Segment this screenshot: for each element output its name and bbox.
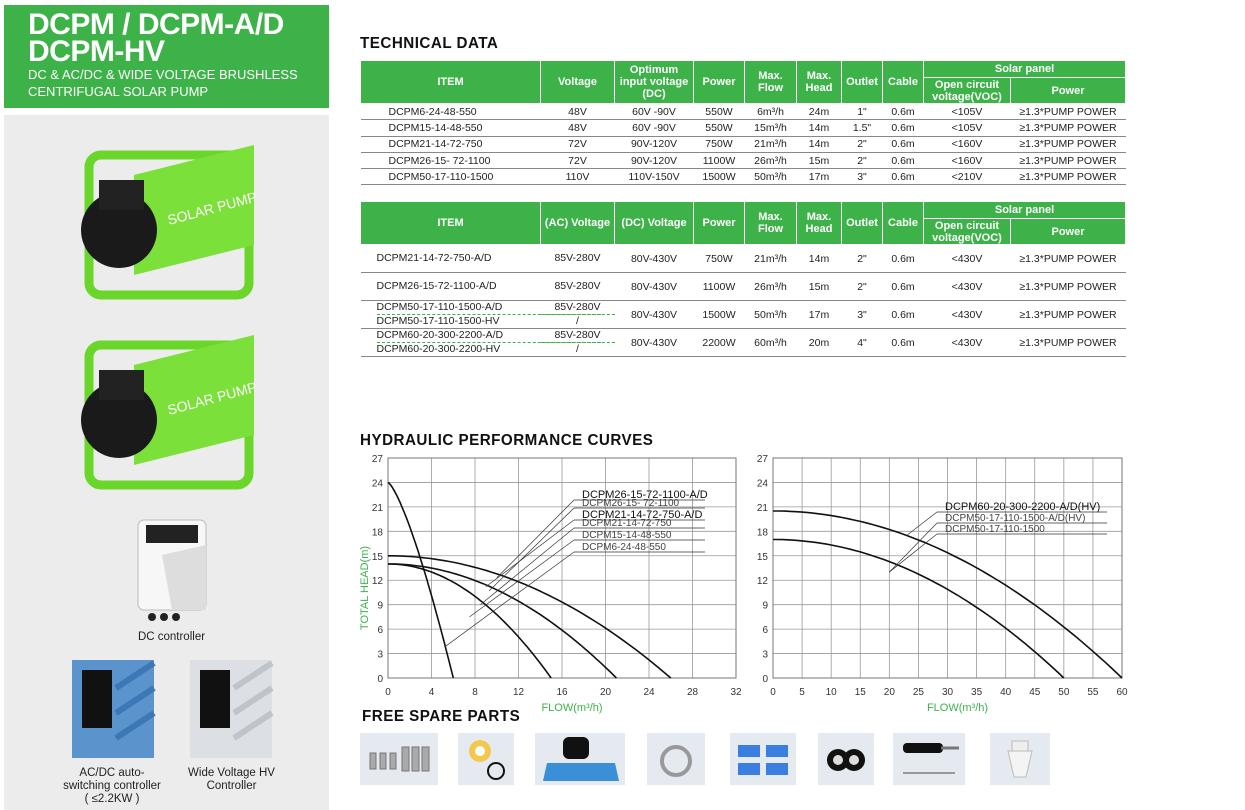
table-row [361,169,1126,185]
table-cell: 17m [797,169,842,185]
table-subcell: DCPM60-20-300-2200-A/D [376,329,504,341]
col-max-flow: Max. Flow [745,61,797,104]
table-cell-flow: 50m³/h [745,301,797,329]
dc-controller-image [132,515,212,625]
caption-line: ( ≤2.2KW ) [84,793,140,805]
table-cell: 750W [694,136,745,152]
leader-line [470,540,574,617]
col-outlet: Outlet [842,202,883,245]
table-cell: DCPM6-24-48-550 [361,104,541,120]
spare-part-foot-valve [990,733,1050,785]
table-cell: 550W [694,120,745,136]
table-subcell: / [541,314,615,328]
table-cell: DCPM21-14-72-750 [361,136,541,152]
hv-controller-image [184,658,276,760]
table-subcell: DCPM50-17-110-1500-HV [377,314,601,328]
x-tick-label: 20 [883,687,895,698]
table-cell: ≥1.3*PUMP POWER [1011,136,1126,152]
table-cell: 72V [541,152,615,168]
table-row [361,245,1126,273]
table-cell: 550W [694,104,745,120]
y-tick-label: 9 [377,600,383,612]
x-axis-label: FLOW(m³/h) [541,702,603,714]
title-line-2: DCPM-HV [28,35,165,68]
col-optimum-voltage: Optimum input voltage (DC) [615,61,694,104]
col-ac-voltage: (AC) Voltage [541,202,615,245]
spare-part-hose-clamp [647,733,705,785]
col-max-flow: Max. Flow [745,202,797,245]
curve-label: DCPM15-14-48-550 [582,530,672,541]
table-cell-cable: 0.6m [883,329,924,357]
col-panel-power: Power [1011,219,1126,245]
table-cell: ≥1.3*PUMP POWER [1011,169,1126,185]
leader-line [907,512,937,535]
x-tick-label: 8 [472,687,478,698]
curve-DCPM15-14-48-550 [388,564,551,678]
table-cell: DCPM50-17-110-1500 [361,169,541,185]
x-tick-label: 55 [1087,687,1099,698]
y-tick-label: 18 [371,527,383,539]
y-tick-label: 21 [371,502,383,514]
table-cell-power: 750W [694,245,745,273]
spare-part-tape-and-ring [458,733,514,785]
table-cell-item [361,329,541,357]
col-max-head: Max. Head [797,202,842,245]
col-panel-power: Power [1011,78,1126,104]
table-cell: 110V-150V [615,169,694,185]
table-row [361,136,1126,152]
table-cell: 3" [842,169,883,185]
table-cell-dc: 80V-430V [615,245,694,273]
table-cell-head: 15m [797,273,842,301]
curve-label: DCPM50-17-110-1500 [945,524,1045,535]
curves-heading: HYDRAULIC PERFORMANCE CURVES [360,432,654,449]
x-tick-label: 0 [385,687,391,698]
x-tick-label: 16 [556,687,568,698]
y-tick-label: 24 [756,478,768,490]
table-cell: 90V-120V [615,152,694,168]
x-tick-label: 45 [1029,687,1041,698]
col-max-head: Max. Head [797,61,842,104]
table-cell: 48V [541,120,615,136]
table-cell: ≥1.3*PUMP POWER [1011,152,1126,168]
table-cell: 0.6m [883,104,924,120]
col-voc: Open circuit voltage(VOC) [924,219,1011,245]
table-cell-dc: 80V-430V [615,301,694,329]
acdc-controller-image [66,658,158,760]
dc-controller-caption: DC controller [137,631,206,643]
table-cell-head: 20m [797,329,842,357]
table-cell: 48V [541,104,615,120]
table-subcell: 85V-280V [554,252,601,264]
curve-label: DCPM26-15-72-1100-A/D [582,489,708,501]
table-cell-dc: 80V-430V [615,273,694,301]
table-cell: 50m³/h [745,169,797,185]
table-cell-head: 17m [797,301,842,329]
table-cell-item [361,301,541,329]
y-tick-label: 27 [756,454,768,465]
table-cell: DCPM15-14-48-550 [361,120,541,136]
pump-image-1 [74,125,264,315]
table-cell-outlet: 2" [842,245,883,273]
x-tick-label: 20 [599,687,612,698]
col-outlet: Outlet [842,61,883,104]
col-cable: Cable [883,202,924,245]
y-tick-label: 15 [371,551,383,563]
table-subcell: 85V-280V [554,301,601,313]
spare-part-hoses-and-mat [535,733,625,785]
col-cable: Cable [883,61,924,104]
table-cell-cable: 0.6m [883,273,924,301]
table-cell: 90V-120V [615,136,694,152]
table-subcell: DCPM26-15-72-1100-A/D [376,280,497,292]
acdc-technical-table [360,201,1126,357]
table-row [361,120,1126,136]
table-subcell: DCPM21-14-72-750-A/D [376,252,492,264]
col-solar-panel: Solar panel [924,61,1126,78]
table-cell: 21m³/h [745,136,797,152]
y-tick-label: 9 [762,600,768,612]
table-subcell: DCPM50-17-110-1500-A/D [376,301,503,313]
table-cell: <105V [924,120,1011,136]
table-cell: <210V [924,169,1011,185]
table-row [361,104,1126,120]
x-tick-label: 28 [686,687,699,698]
table-cell: 0.6m [883,169,924,185]
table-cell: <160V [924,152,1011,168]
x-tick-label: 35 [971,687,983,698]
table-cell-cable: 0.6m [883,301,924,329]
spare-part-tape-rolls [818,733,874,785]
table-subcell: 85V-280V [554,329,601,341]
y-tick-label: 3 [762,649,768,661]
table-cell: ≥1.3*PUMP POWER [1011,104,1126,120]
spare-part-tools [893,733,965,785]
x-tick-label: 40 [1000,687,1012,698]
spare-part-connectors [730,733,796,785]
table-cell: 60V -90V [615,104,694,120]
x-tick-label: 15 [854,687,866,698]
table-cell: 15m³/h [745,120,797,136]
col-item: ITEM [361,61,541,104]
table-cell: 2" [842,136,883,152]
y-tick-label: 0 [762,674,768,685]
curve-label: DCPM50-17-110-1500-A/D(HV) [945,513,1086,524]
table-cell: 0.6m [883,120,924,136]
table-cell-panel: ≥1.3*PUMP POWER [1011,273,1126,301]
table-cell: 24m [797,104,842,120]
table-cell: <105V [924,104,1011,120]
table-cell: 1500W [694,169,745,185]
table-row [361,329,1126,357]
y-tick-label: 15 [756,551,768,563]
curve-DCPM21-14-72-750 [388,564,616,678]
table-cell: 14m [797,120,842,136]
performance-chart-dc [350,448,750,718]
col-power: Power [694,202,745,245]
pump-label: SOLAR PUMP [165,378,259,418]
x-tick-label: 25 [912,687,924,698]
col-solar-panel: Solar panel [924,202,1126,219]
table-cell: <160V [924,136,1011,152]
table-row [361,152,1126,168]
y-tick-label: 21 [756,502,768,514]
curve-label: DCPM21-14-72-750 [582,518,672,529]
x-tick-label: 5 [799,687,805,698]
table-row [361,301,1126,329]
caption-line: AC/DC auto- [79,767,145,779]
hv-controller-caption [169,767,294,793]
table-cell-ac [541,273,615,301]
x-tick-label: 10 [825,687,837,698]
curve-label: DCPM21-14-72-750-A/D [582,509,703,521]
table-cell-panel: ≥1.3*PUMP POWER [1011,301,1126,329]
y-axis-label: TOTAL HEAD(m) [359,545,371,631]
table-cell-outlet: 4" [842,329,883,357]
title-line-1: DCPM / DCPM-A/D [28,8,284,41]
curve-DCPM26-15-72-1100 [388,556,671,678]
table-cell-power: 1100W [694,273,745,301]
y-tick-label: 0 [377,674,383,685]
performance-chart-high-power [745,448,1145,718]
table-cell: 1" [842,104,883,120]
y-tick-label: 6 [762,625,768,637]
table-cell-dc: 80V-430V [615,329,694,357]
col-voc: Open circuit voltage(VOC) [924,78,1011,104]
table-cell-panel: ≥1.3*PUMP POWER [1011,329,1126,357]
pump-label: SOLAR PUMP [165,188,259,228]
y-tick-label: 6 [377,625,383,637]
leader-line [497,500,574,578]
y-tick-label: 27 [371,454,383,465]
table-cell-power: 1500W [694,301,745,329]
table-cell: 110V [541,169,615,185]
product-image-panel [4,115,329,810]
caption-line: Controller [206,780,257,792]
table-cell: 14m [797,136,842,152]
y-tick-label: 12 [756,576,768,588]
table-cell: 26m³/h [745,152,797,168]
title-banner [4,5,329,108]
table-cell-voc: <430V [924,301,1011,329]
table-cell-head: 14m [797,245,842,273]
table-cell-voc: <430V [924,329,1011,357]
x-tick-label: 30 [941,687,954,698]
dc-technical-table [360,60,1126,185]
curve-label: DCPM26-15- 72-1100 [582,498,680,509]
table-cell-flow: 26m³/h [745,273,797,301]
y-tick-label: 3 [377,649,383,661]
leader-line [445,552,574,647]
table-cell-power: 2200W [694,329,745,357]
table-cell-flow: 60m³/h [745,329,797,357]
leader-line [486,520,574,587]
table-cell-voc: <430V [924,245,1011,273]
table-row [361,273,1126,301]
table-cell: DCPM26-15- 72-1100 [361,152,541,168]
y-tick-label: 18 [756,527,768,539]
subtitle-line-1: DC & AC/DC & WIDE VOLTAGE BRUSHLESS [28,67,298,82]
table-cell: 1.5" [842,120,883,136]
technical-data-heading: TECHNICAL DATA [360,35,499,52]
y-tick-label: 12 [371,576,383,588]
x-axis-label: FLOW(m³/h) [926,702,989,714]
table-cell: 72V [541,136,615,152]
caption-line: Wide Voltage HV [188,767,275,779]
table-cell-outlet: 2" [842,273,883,301]
x-tick-label: 50 [1058,687,1070,698]
table-subcell: 85V-280V [554,280,601,292]
table-cell-cable: 0.6m [883,245,924,273]
table-cell: ≥1.3*PUMP POWER [1011,120,1126,136]
leader-line [889,534,937,572]
table-subcell: / [541,342,615,356]
caption-line: switching controller [63,780,161,792]
table-cell: 60V -90V [615,120,694,136]
leader-line [480,528,574,605]
subtitle-line-2: CENTRIFUGAL SOLAR PUMP [28,84,209,99]
x-tick-label: 60 [1116,687,1128,698]
col-power: Power [694,61,745,104]
spare-part-bolts [360,733,438,785]
x-tick-label: 4 [428,687,435,698]
x-tick-label: 24 [643,687,655,698]
x-tick-label: 32 [730,687,742,698]
table-cell-item [361,245,541,273]
y-tick-label: 24 [371,478,383,490]
table-subcell: DCPM60-20-300-2200-HV [377,342,601,356]
table-cell: 6m³/h [745,104,797,120]
table-cell-ac [541,329,615,357]
table-cell-ac [541,301,615,329]
table-cell-item [361,273,541,301]
acdc-controller-caption [42,767,182,806]
table-cell: 1100W [694,152,745,168]
table-cell: 2" [842,152,883,168]
spare-parts-heading: FREE SPARE PARTS [362,708,521,725]
table-cell: 15m [797,152,842,168]
curve-label: DCPM6-24-48-550 [582,542,666,553]
table-cell-outlet: 3" [842,301,883,329]
table-cell-flow: 21m³/h [745,245,797,273]
table-cell: 0.6m [883,152,924,168]
table-cell-ac [541,245,615,273]
x-tick-label: 12 [512,687,525,698]
table-cell-panel: ≥1.3*PUMP POWER [1011,245,1126,273]
col-dc-voltage: (DC) Voltage [615,202,694,245]
curve-label: DCPM60-20-300-2200-A/D(HV) [945,501,1101,513]
col-item: ITEM [361,202,541,245]
table-cell: 0.6m [883,136,924,152]
col-voltage: Voltage [541,61,615,104]
pump-image-2 [74,315,264,505]
table-cell-voc: <430V [924,273,1011,301]
x-tick-label: 0 [770,687,776,698]
